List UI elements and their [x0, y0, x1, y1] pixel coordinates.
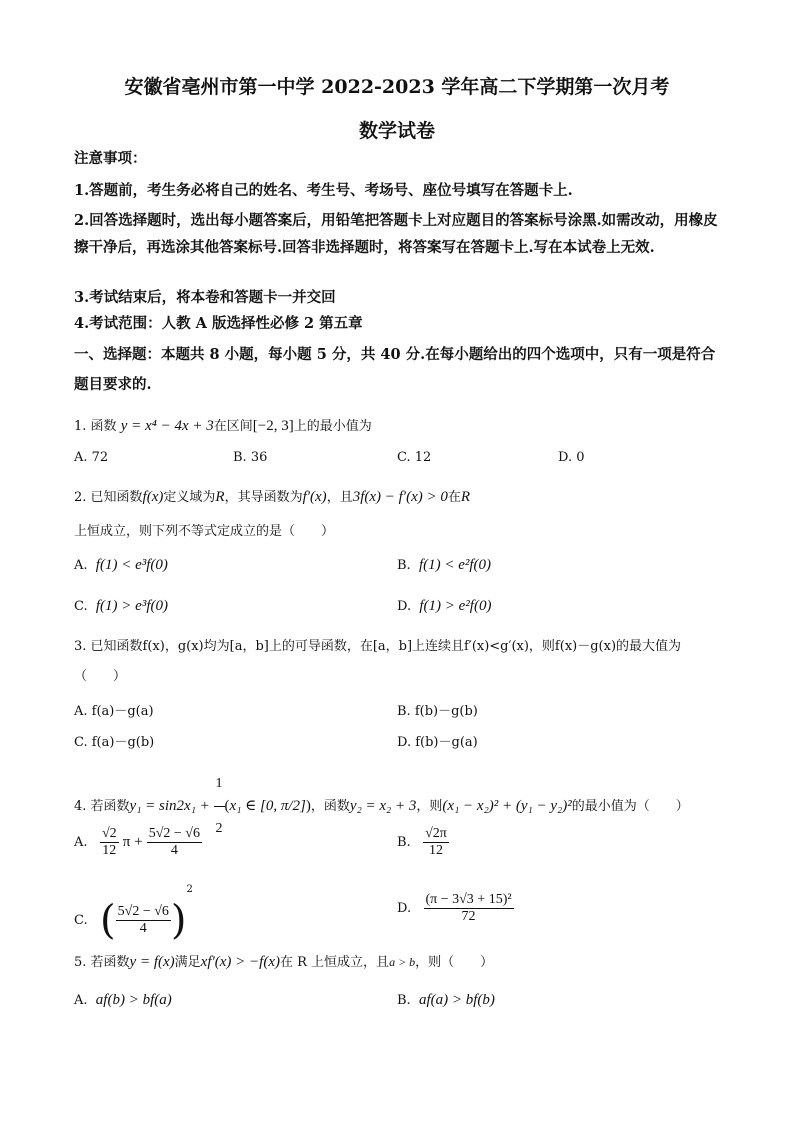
q2-text-3: ，其导函数为	[224, 490, 303, 505]
q4-half-fraction: $\frac{1}{2}$	[214, 762, 225, 851]
q5-option-a-expr: af(b) > bf(a)	[95, 992, 172, 1008]
q4-option-b	[397, 826, 449, 859]
q5-option-a	[74, 992, 172, 1009]
q4-option-a-mid: π +	[122, 834, 143, 850]
q2-option-b-expr: f(1) < e²f(0)	[418, 557, 492, 573]
note-item-4: 4.考试范围：人教 A 版选择性必修 2 第五章	[74, 315, 363, 332]
q5-mid: 满足	[174, 955, 201, 970]
q1-interval: [−2, 3]	[252, 418, 294, 434]
q2-option-d	[397, 598, 491, 615]
q1-option-a: A. 72	[74, 450, 109, 465]
q2-text-6: 上恒成立，则下列不等式定成立的是（ ）	[74, 524, 335, 539]
q2-option-a	[74, 557, 168, 574]
q5-text-2: 在 R 上恒成立，且	[280, 955, 390, 970]
note-item-3: 3.考试结束后，将本卷和答题卡一并交回	[74, 289, 336, 306]
q4-domain: x₁ ∈ [0, π/2]	[229, 798, 306, 814]
q4-option-d-frac: $\frac{\text{(π − 3√3 + 15)²}}{72}$	[425, 892, 512, 924]
q2-domain-r: R	[215, 489, 225, 505]
q2-domain-r-2: R	[460, 489, 471, 505]
q2-derivative: f′(x)	[302, 489, 327, 505]
q1-number: 1.	[74, 419, 87, 434]
q5-pre: 5. 若函数	[74, 955, 130, 970]
q5-option-a-label: A.	[74, 993, 88, 1008]
q5-option-b-label: B.	[397, 993, 411, 1008]
q2-option-d-expr: f(1) > e²f(0)	[419, 598, 492, 614]
q2-option-a-expr: f(1) < e³f(0)	[95, 557, 168, 573]
question-3: 3. 已知函数f(x)，g(x)均为[a，b]上的可导函数，在[a，b]上连续且f′(x)<g′(x)，则f(x)－g(x)的最大值为（ ）	[74, 639, 682, 684]
note-item-1: 1.答题前，考生务必将自己的姓名、考生号、考场号、座位号填写在答题卡上.	[74, 182, 573, 199]
q5-ab: a > b	[389, 955, 416, 969]
q5-option-b	[397, 992, 495, 1009]
q2-option-c-label: C.	[74, 599, 88, 614]
q4-expression: (x₁ − x₂)² + (y₁ − y₂)²	[442, 798, 572, 814]
q1-post: 上的最小值为	[293, 419, 372, 434]
q1-option-c: C. 12	[397, 450, 432, 465]
q4-option-a-frac-1: $\frac{√2}{12}$	[101, 826, 117, 858]
q2-text-2: 定义域为	[163, 490, 216, 505]
q4-option-a	[74, 826, 202, 859]
q1-option-d: D. 0	[558, 450, 585, 465]
question-2	[74, 480, 724, 549]
q4-option-b-label: B.	[397, 835, 411, 850]
q1-option-b: B. 36	[233, 450, 268, 465]
q2-option-a-label: A.	[74, 558, 88, 573]
q3-option-b: B. f(b)－g(b)	[397, 704, 478, 719]
q4-option-d-label: D.	[397, 901, 412, 916]
q2-option-c	[74, 598, 168, 615]
q4-pre: 4. 若函数	[74, 799, 130, 814]
q4-option-c-label: C.	[74, 913, 88, 928]
q4-y2: y₂ = x₂ + 3	[349, 798, 417, 814]
q1-pre: 函数	[90, 419, 117, 434]
q2-text-4: ，且	[326, 490, 353, 505]
q3-option-d: D. f(b)－g(a)	[397, 735, 478, 750]
q5-condition: xf′(x) > −f(x)	[200, 954, 280, 970]
exam-subtitle: 数学试卷	[358, 120, 435, 142]
q2-fx: f(x)	[142, 489, 164, 505]
question-1	[74, 412, 724, 441]
question-5	[74, 948, 724, 977]
q2-text-5: 在	[447, 490, 461, 505]
q2-inequality: 3f(x) − f′(x) > 0	[352, 489, 448, 505]
q4-option-b-frac: $\frac{√2\pi}{12}$	[425, 826, 447, 858]
q5-function: y = f(x)	[129, 954, 175, 970]
q3-option-a: A. f(a)－g(a)	[74, 704, 154, 719]
q2-option-b-label: B.	[397, 558, 411, 573]
q1-mid: 在区间	[213, 419, 253, 434]
q1-function: y = x⁴ − 4x + 3	[120, 418, 214, 434]
q5-option-b-expr: af(a) > bf(b)	[418, 992, 495, 1008]
q2-option-b	[397, 557, 491, 574]
q2-option-d-label: D.	[397, 599, 412, 614]
q4-option-a-label: A.	[74, 835, 88, 850]
q4-option-d	[397, 892, 514, 925]
q4-option-a-frac-2: $\frac{5√2 - √6}{4}$	[148, 826, 200, 858]
q4-mid: ，函数	[310, 799, 350, 814]
q4-y1: y₁ = sin2x₁ +	[129, 798, 214, 814]
q4-post-1: ，则	[416, 799, 443, 814]
q3-option-c: C. f(a)－g(b)	[74, 735, 155, 750]
q4-post-2: 的最小值为（ ）	[571, 799, 689, 814]
notes-heading: 注意事项：	[74, 150, 147, 167]
question-4: 4. 若函数y₁ = sin2x₁ + $\frac{1}{2}$ (x₁ ∈ [0, π/2])，函数y₂ = x₂ + 3，则(x₁ − x₂)² + (y₁ − y₂)²的最小值为（ ）	[74, 762, 724, 851]
section-heading: 一、选择题：本题共 8 小题，每小题 5 分，共 40 分.在每小题给出的四个选项中，只有一项是符合题目要求的.	[74, 346, 716, 393]
q4-option-c-exponent: 2	[186, 884, 193, 895]
q5-post: ，则（ ）	[415, 955, 494, 970]
exam-title: 安徽省亳州市第一中学 2022-2023 学年高二下学期第一次月考	[124, 76, 670, 98]
note-item-2: 2.回答选择题时，选出每小题答案后，用铅笔把答题卡上对应题目的答案标号涂黑.如需改动，用橡皮擦干净后，再选涂其他答案标号.回答非选择题时，将答案写在答题卡上.写在本试卷上无效.	[74, 212, 718, 256]
q4-option-c-frac: $\frac{5√2 - √6}{4}$	[117, 904, 169, 936]
q4-option-c: C. ( $\frac{5√2 - √6}{4}$ )$^2$	[74, 884, 193, 944]
q2-option-c-expr: f(1) > e³f(0)	[95, 598, 168, 614]
q2-text-1: 2. 已知函数	[74, 490, 143, 505]
